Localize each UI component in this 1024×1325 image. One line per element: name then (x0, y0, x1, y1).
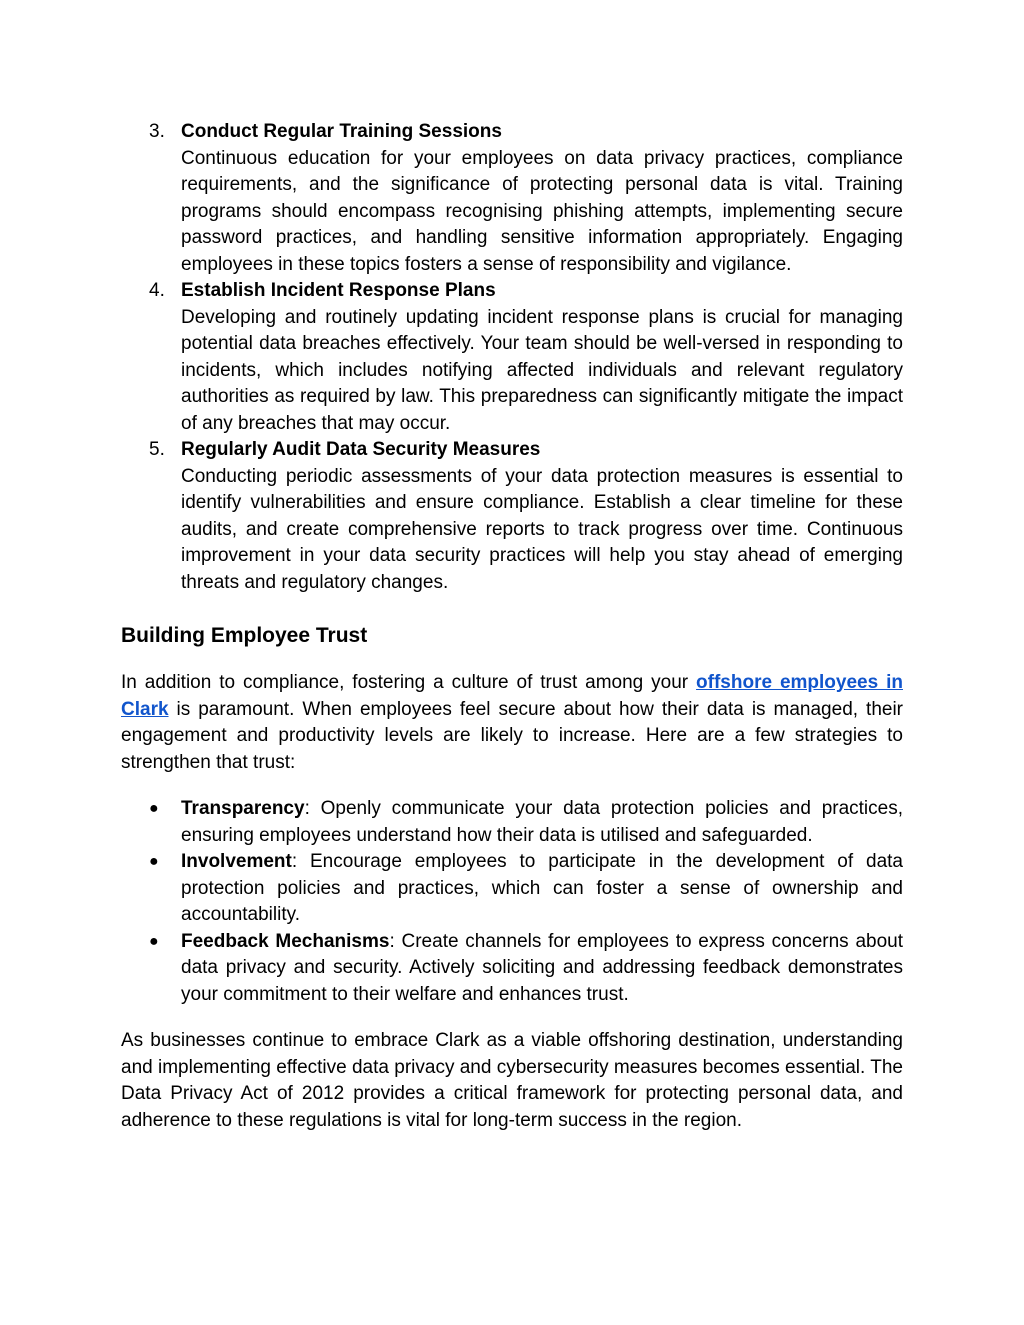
bullet-text: : Encourage employees to participate in the development of data protection policies and practices, which can foster a sense of ownership and accountability. (181, 851, 903, 925)
bullet-icon: ● (149, 800, 159, 817)
list-item (121, 929, 903, 1009)
list-item (121, 119, 903, 278)
item-body: Continuous education for your employees on data privacy practices, compliance requirements, and the significance of protecting personal data is vital. Training programs should encompass recognising phishing attempts, implementing secure password practices, and handling sensitive information appropriately. Engaging employees in these topics fosters a sense of responsibility and vigilance. (181, 147, 903, 275)
list-item (121, 796, 903, 849)
bullet-icon: ● (149, 932, 159, 950)
bullet-icon: ● (149, 853, 159, 870)
item-title: Conduct Regular Training Sessions (181, 121, 502, 142)
offshore-employees-link[interactable]: offshore employees in Clark (121, 672, 903, 720)
list-item (121, 278, 903, 437)
item-body: Conducting periodic assessments of your data protection measures is essential to identify vulnerabilities and ensure compliance. Establish a clear timeline for these audits, and create comprehensive reports to track progress over time. Continuous improvement in your data security practices will help you stay ahead of emerging threats and regulatory changes. (181, 465, 903, 593)
document-page (121, 119, 903, 1134)
intro-text-start: In addition to compliance, fostering a culture of trust among your (121, 672, 697, 693)
intro-paragraph (121, 670, 903, 776)
item-title: Establish Incident Response Plans (181, 280, 496, 301)
bullet-text: : Openly communicate your data protection policies and practices, ensuring employees understand how their data is utilised and safeguarded. (181, 798, 903, 846)
section-heading: Building Employee Trust (121, 624, 368, 647)
closing-paragraph: As businesses continue to embrace Clark as a viable offshoring destination, understanding and implementing effective data privacy and cybersecurity measures becomes essential. The Data Privacy Act of 2012 provides a critical framework for protecting personal data, and adherence to these regulations is vital for long-term success in the region. (121, 1030, 903, 1131)
list-item (121, 437, 903, 596)
item-body: Developing and routinely updating incident response plans is crucial for managing potential data breaches effectively. Your team should be well-versed in responding to incidents, which includes notifying affected individuals and relevant regulatory authorities as required by law. This preparedness can significantly mitigate the impact of any breaches that may occur. (181, 306, 903, 434)
intro-text-end: is paramount. When employees feel secure about how their data is managed, their engagement and productivity levels are likely to increase. Here are a few strategies to strengthen that trust: (121, 698, 903, 773)
bullet-list (121, 796, 903, 1008)
bullet-term: Feedback Mechanisms (181, 930, 390, 952)
list-number: 3. (149, 121, 165, 142)
list-number: 4. (149, 280, 165, 301)
bullet-text: : Create channels for employees to express concerns about data privacy and security. Actively soliciting and addressing feedback demonstrates your commitment to their welfare and enhances trust. (181, 930, 903, 1005)
item-title: Regularly Audit Data Security Measures (181, 439, 541, 460)
list-number: 5. (149, 439, 165, 460)
list-item (121, 849, 903, 929)
numbered-list (121, 119, 903, 596)
bullet-term: Involvement (181, 851, 292, 872)
bullet-term: Transparency (181, 798, 305, 819)
